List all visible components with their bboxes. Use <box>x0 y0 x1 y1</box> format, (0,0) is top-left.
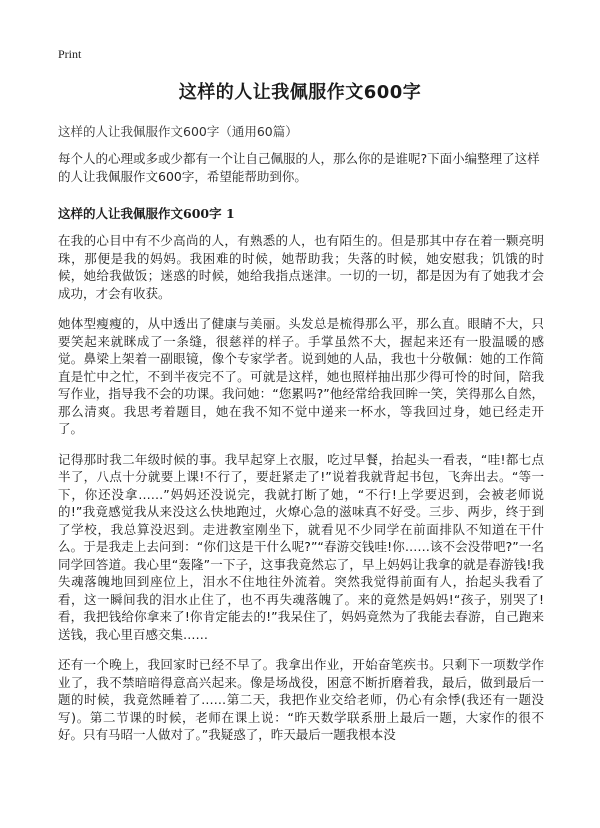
article-intro: 每个人的心理或多或少都有一个让自己佩服的人，那么你的是谁呢?下面小编整理了这样的人让我佩服作文600字，希望能帮助到你。 <box>58 151 540 184</box>
page-title: 这样的人让我佩服作文600字 <box>178 82 422 103</box>
paragraph: 在我的心目中有不少高尚的人，有熟悉的人，也有陌生的。但是那其中存在着一颗亮明珠，那便是我的妈妈。我困难的时候，她帮助我；失落的时候，她安慰我；饥饿的时候，她给我做饭；迷惑的时候，她给我指点迷津。一切的一切，都是因为有了她我才会成功，才会有收获。 <box>58 233 544 301</box>
article-subtitle: 这样的人让我佩服作文600字（通用60篇） <box>58 124 298 139</box>
paragraph: 记得那时我二年级时候的事。我早起穿上衣服，吃过早餐，抬起头一看表，“哇!都七点半了，八点十分就要上课!不行了，要赶紧走了!”说着我就背起书包，飞奔出去。“等一下，你还没拿……”妈妈还没说完，我就打断了她，“不行!上学要迟到，会被老师说的!”我竟感觉我从来没这么快地跑过，火燎心急的滋味真不好受。三步、两步，终于到了学校，我总算没迟到。走进教室刚坐下，就看见不少同学在前面排队不知道在干什么。于是我走上去问到：“你们这是干什么呢?”“春游交钱哇!你……该不会没带吧?”一名同学回答道。我心里“轰隆”一下子，这事我竟然忘了，早上妈妈让我拿的就是春游钱!我失魂落魄地回到座位上，泪水不住地往外流着。突然我觉得前面有人，抬起头我看了看，这一瞬间我的泪水止住了，也不再失魂落魄了。来的竟然是妈妈!“孩子，别哭了!看，我把钱给你拿来了!你肯定能去的!”我呆住了，妈妈竟然为了我能去春游，自己跑来送钱，我心里百感交集…… <box>58 451 544 642</box>
section-title: 这样的人让我佩服作文600字 1 <box>58 206 235 221</box>
print-link[interactable]: Print <box>58 47 82 61</box>
article-body <box>58 232 544 757</box>
paragraph: 她体型瘦瘦的，从中透出了健康与美丽。头发总是梳得那么平，那么直。眼睛不大，只要笑起来就眯成了一条缝，很慈祥的样子。手掌虽然不大，握起来还有一股温暖的感觉。鼻梁上架着一副眼镜，像个专家学者。说到她的人品，我也十分敬佩：她的工作简直是忙中之忙，不到半夜完不了。可就是这样，她也照样抽出那少得可怜的时间，陪我写作业，指导我不会的功课。我问她：“您累吗?”他经常给我回眸一笑，笑得那么自然，那么清爽。我思考着题目，她在我不知不觉中递来一杯水，等我回过身，她已经走开了。 <box>58 316 544 436</box>
paragraph: 还有一个晚上，我回家时已经不早了。我拿出作业，开始奋笔疾书。只剩下一项数学作业了，我不禁暗暗得意高兴起来。像是场战役，困意不断折磨着我，最后，做到最后一题的时候，我竟然睡着了……第二天，我把作业交给老师，仍心有余悸(我还有一题没写)。第二节课的时候，老师在课上说：“昨天数学联系册上最后一题，大家作的很不好。只有马昭一人做对了。”我疑惑了，昨天最后一题我根本没 <box>58 657 544 742</box>
